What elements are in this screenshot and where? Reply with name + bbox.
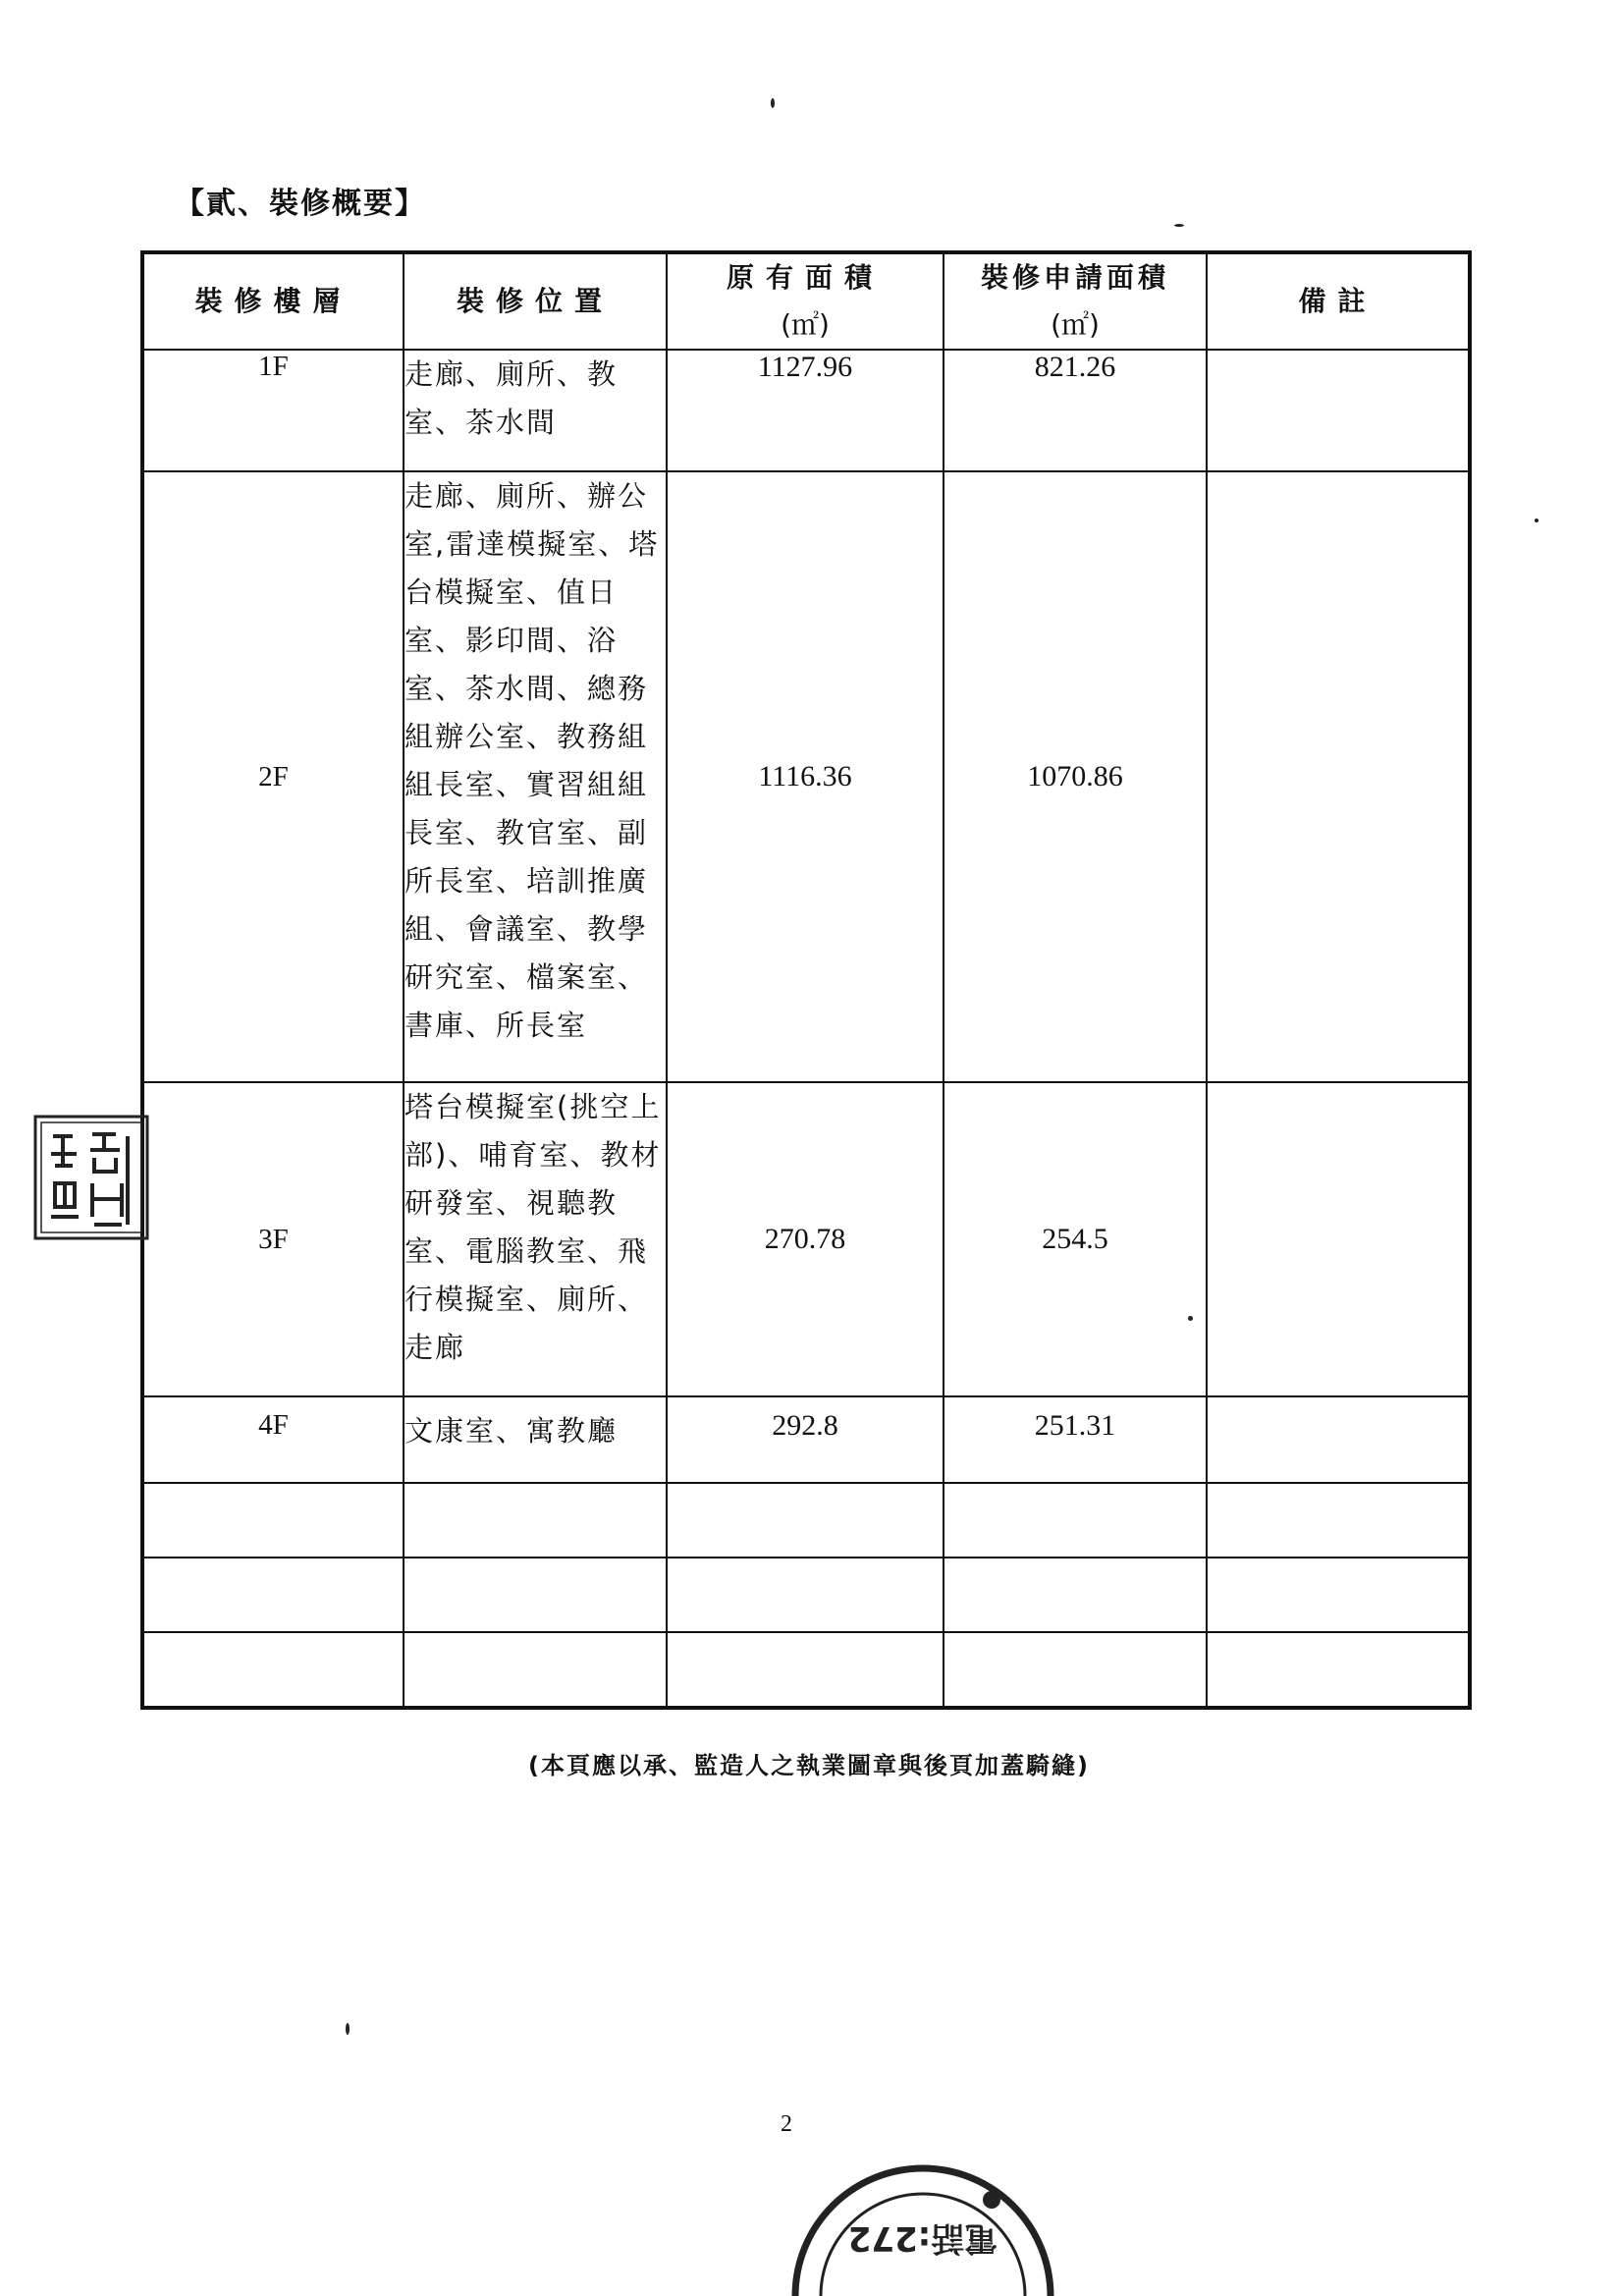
- stamp-phone-text: 電話:272: [847, 2218, 998, 2258]
- applied-area-cell: 1070.86: [944, 471, 1207, 1082]
- empty-row: [142, 1632, 1470, 1708]
- empty-cell: [667, 1632, 944, 1708]
- circular-stamp-icon: [785, 2141, 1060, 2296]
- empty-cell: [142, 1558, 404, 1632]
- empty-cell: [944, 1632, 1207, 1708]
- seal-stamp-icon: [33, 1115, 149, 1240]
- empty-cell: [142, 1632, 404, 1708]
- table-row: [142, 1082, 1470, 1396]
- empty-cell: [667, 1483, 944, 1558]
- note-cell: [1207, 350, 1470, 471]
- empty-cell: [667, 1558, 944, 1632]
- note-cell: [1207, 471, 1470, 1082]
- original-area-cell: 270.78: [667, 1082, 944, 1396]
- applied-area-cell: 251.31: [944, 1396, 1207, 1483]
- empty-cell: [142, 1483, 404, 1558]
- empty-cell: [404, 1483, 667, 1558]
- scan-speck: [1188, 1316, 1193, 1321]
- empty-cell: [944, 1558, 1207, 1632]
- note-cell: [1207, 1082, 1470, 1396]
- applied-area-cell: 254.5: [944, 1082, 1207, 1396]
- page-number: 2: [781, 2111, 792, 2137]
- location-cell: 塔台模擬室(挑空上部)、哺育室、教材研發室、視聽教室、電腦教室、飛行模擬室、廁所、走廊: [404, 1082, 667, 1396]
- header-original-area-label: 原有面積: [726, 261, 884, 295]
- header-applied-area-label: 裝修申請面積: [980, 261, 1169, 295]
- scan-speck: [1174, 224, 1184, 227]
- footnote: (本頁應以承、監造人之執業圖章與後頁加蓋騎縫): [528, 1752, 1090, 1779]
- header-location: 裝修位置: [404, 252, 667, 350]
- original-area-cell: 1116.36: [667, 471, 944, 1082]
- header-floor: 裝修樓層: [142, 252, 404, 350]
- empty-cell: [944, 1483, 1207, 1558]
- renovation-summary-table: [140, 250, 1472, 1710]
- empty-cell: [1207, 1558, 1470, 1632]
- section-title: 【貳、裝修概要】: [175, 187, 426, 221]
- scan-speck: [1535, 519, 1538, 522]
- header-original-area: [667, 252, 944, 350]
- original-area-cell: 1127.96: [667, 350, 944, 471]
- empty-row: [142, 1558, 1470, 1632]
- location-cell: 走廊、廁所、教室、茶水間: [404, 350, 667, 471]
- table-row: [142, 471, 1470, 1082]
- empty-cell: [1207, 1632, 1470, 1708]
- note-cell: [1207, 1396, 1470, 1483]
- floor-cell: 2F: [142, 471, 404, 1082]
- table-row: [142, 350, 1470, 471]
- scan-speck: [346, 2023, 350, 2035]
- empty-cell: [1207, 1483, 1470, 1558]
- floor-cell: 1F: [142, 350, 404, 471]
- floor-cell: 4F: [142, 1396, 404, 1483]
- header-note: 備註: [1207, 252, 1470, 350]
- header-applied-area-unit: (㎡): [1051, 308, 1100, 341]
- table-header-row: [142, 252, 1470, 350]
- empty-cell: [404, 1558, 667, 1632]
- empty-row: [142, 1483, 1470, 1558]
- header-applied-area: [944, 252, 1207, 350]
- scan-speck: [771, 98, 775, 108]
- location-cell: 文康室、寓教廳: [404, 1396, 667, 1483]
- applied-area-cell: 821.26: [944, 350, 1207, 471]
- location-cell: 走廊、廁所、辦公室,雷達模擬室、塔台模擬室、值日室、影印間、浴室、茶水間、總務組辦公室、教務組組長室、實習組組長室、教官室、副所長室、培訓推廣組、會議室、教學研究室、檔案室、書庫、所長室: [404, 471, 667, 1082]
- header-original-area-unit: (㎡): [781, 308, 830, 341]
- floor-cell: 3F: [142, 1082, 404, 1396]
- original-area-cell: 292.8: [667, 1396, 944, 1483]
- empty-cell: [404, 1632, 667, 1708]
- table-row: [142, 1396, 1470, 1483]
